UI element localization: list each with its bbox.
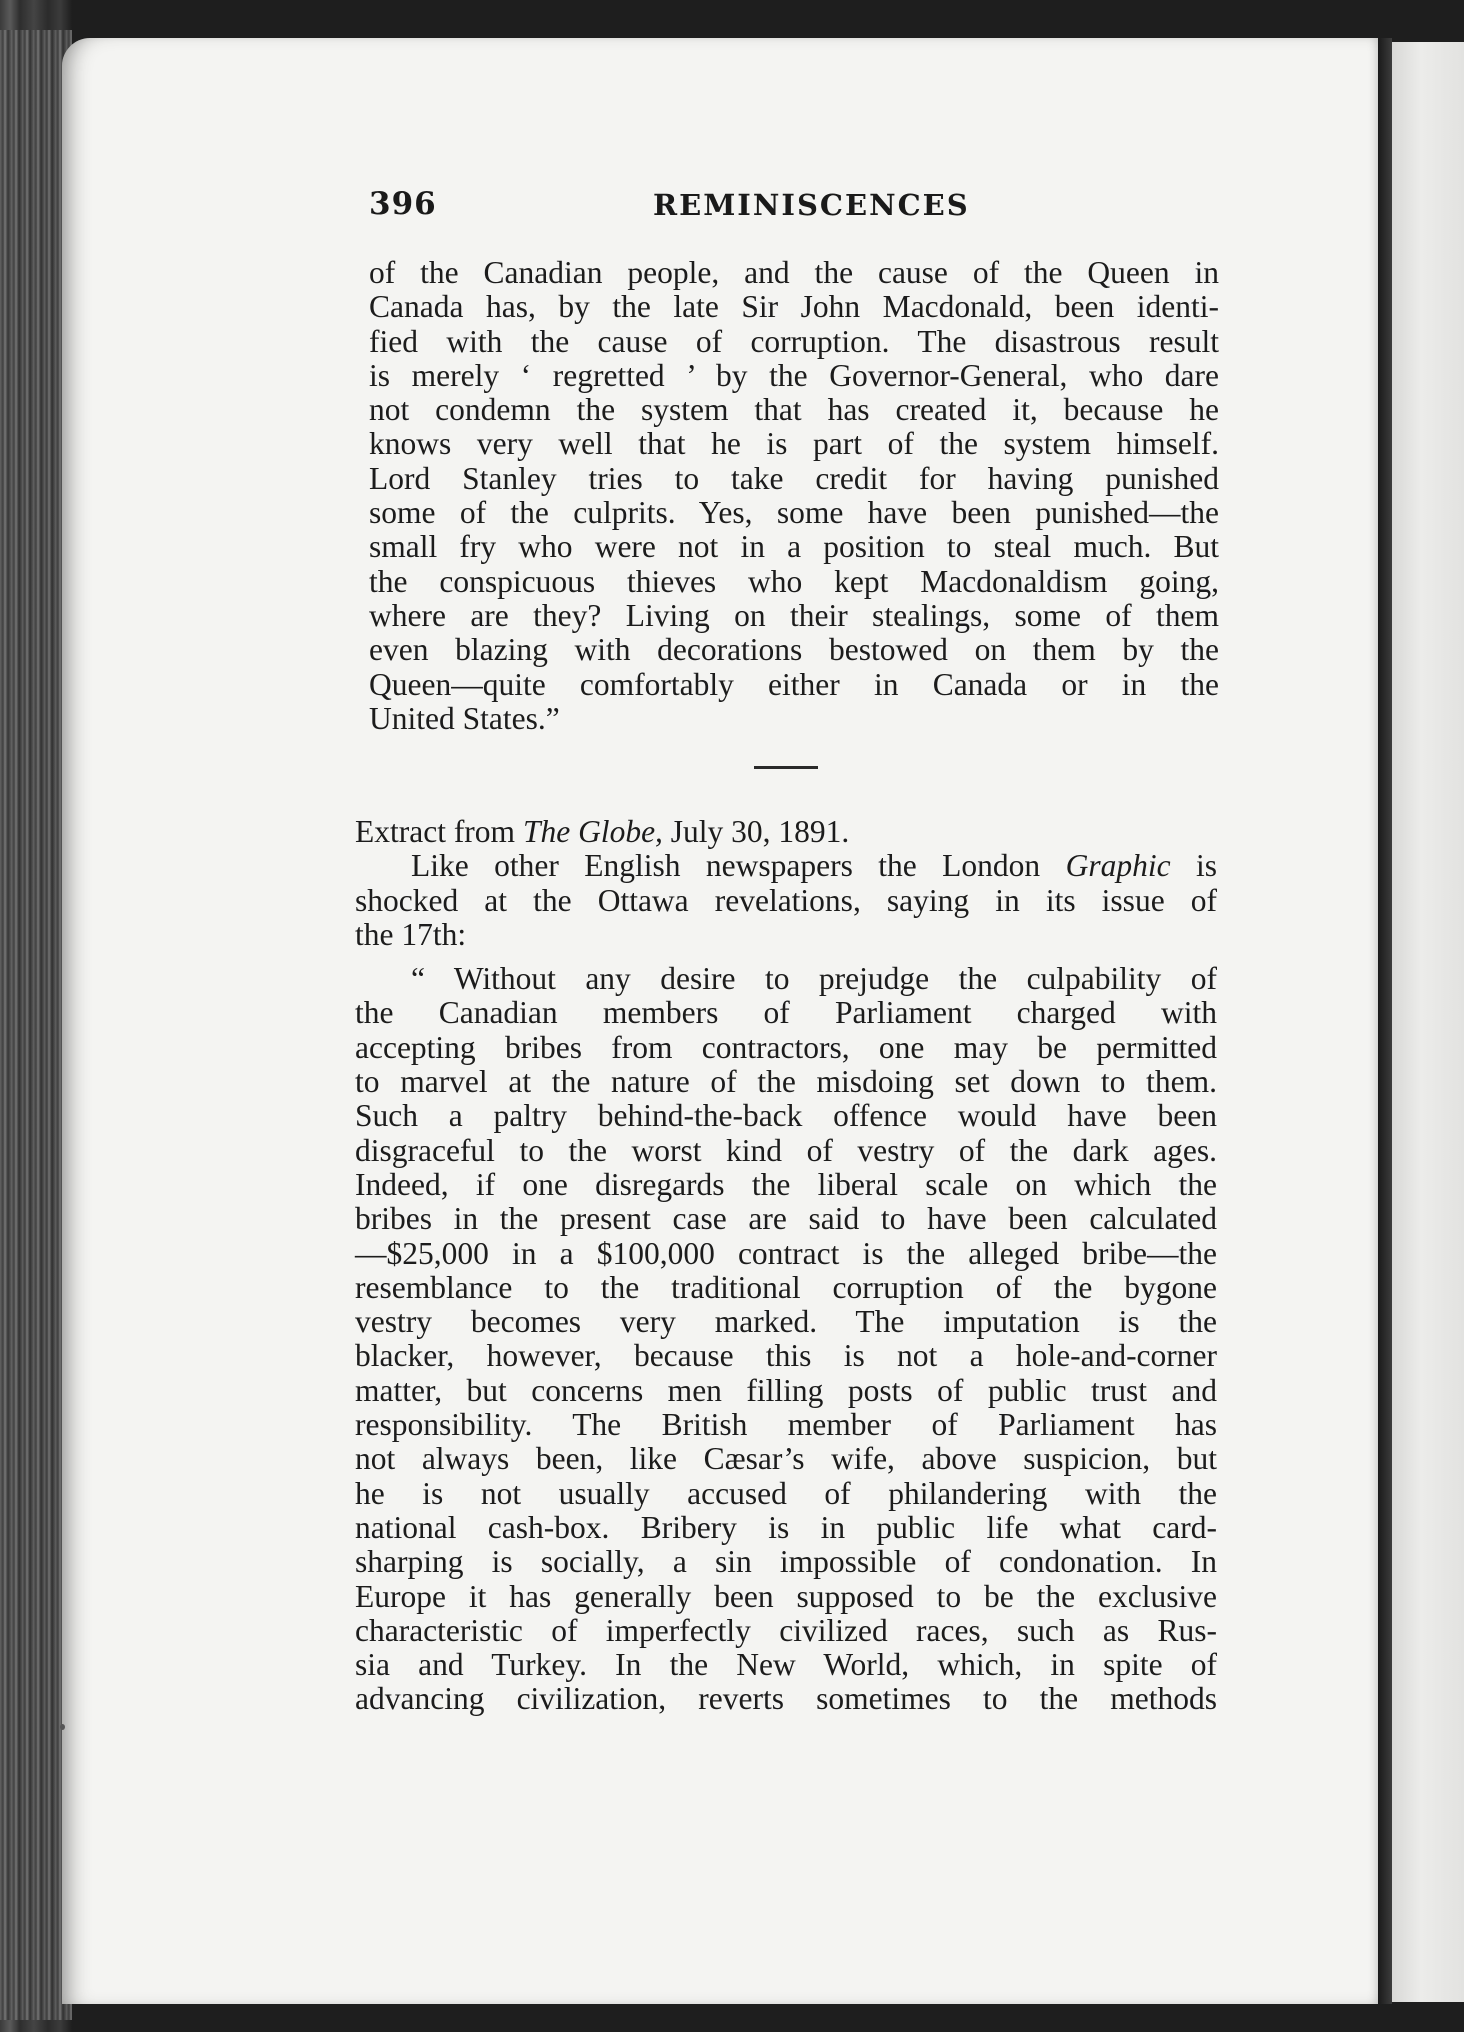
extract-source: The Globe, [522,814,663,849]
text-line: the 17th: [355,916,467,952]
section-divider [754,766,818,769]
text-line: advancing civilization, reverts sometimes to the methods [355,1681,1217,1717]
book-gutter [1378,38,1392,2004]
text-line: some of the culprits. Yes, some have been punished—the [369,495,1219,531]
extract-section [355,815,1217,1717]
text-line: of the Canadian people, and the cause of the Queen in [369,255,1219,290]
text-line: accepting bribes from contractors, one may be permitted [355,1029,1217,1065]
quoted-passage-continued [369,256,1219,736]
text-line: where are they? Living on their stealings, some of them [369,597,1219,633]
text-line: Lord Stanley tries to take credit for having punished [369,460,1219,496]
text-line: United States.” [369,700,560,736]
text-line: —$25,000 in a $100,000 contract is the alleged bribe—the [355,1235,1217,1271]
extract-date: July 30, 1891. [662,814,850,849]
text-line: small fry who were not in a position to steal much. But [369,529,1219,565]
text-line: national cash-box. Bribery is in public life what card- [355,1509,1217,1545]
text-line: to marvel at the nature of the misdoing set down to them. [355,1064,1217,1100]
text-line: not always been, like Cæsar’s wife, above suspicion, but [355,1441,1217,1477]
page-number: 396 [369,186,437,222]
text-line: Queen—quite comfortably either in Canada or in the [369,666,1219,702]
text-line: not condemn the system that has created it, because he [369,392,1219,428]
text-segment: is [1170,848,1217,884]
text-line: knows very well that he is part of the system himself. [369,426,1219,462]
text-line: Such a paltry behind-the-back offence would have been [355,1098,1217,1134]
text-line: sharping is socially, a sin impossible of condonation. In [355,1544,1217,1580]
text-line: fied with the cause of corruption. The disastrous result [369,323,1219,359]
text-line: Europe it has generally been supposed to be the exclusive [355,1578,1217,1614]
text-line: the conspicuous thieves who kept Macdonaldism going, [369,563,1219,599]
text-line: “ Without any desire to prejudge the culpability of [411,961,1217,997]
text-line: the Canadian members of Parliament charged with [355,995,1217,1031]
text-line: Indeed, if one disregards the liberal scale on which the [355,1166,1217,1202]
text-line: characteristic of imperfectly civilized races, such as Rus- [355,1612,1217,1648]
running-head: REMINISCENCES [653,188,970,222]
text-line: he is not usually accused of philandering with the [355,1475,1217,1511]
page-header [369,186,970,234]
text-line: matter, but concerns men filling posts of public trust and [355,1372,1217,1408]
text-line: bribes in the present case are said to have been calculated [355,1201,1217,1237]
text-line: vestry becomes very marked. The imputation is the [355,1304,1217,1340]
text-line: responsibility. The British member of Parliament has [355,1407,1217,1443]
dust-speck [60,1724,65,1730]
text-line: is merely ‘ regretted ’ by the Governor-General, who dare [369,357,1219,393]
text-line: resemblance to the traditional corruption of the bygone [355,1269,1217,1305]
text-line: Canada has, by the late Sir John Macdonald, been identi- [369,289,1219,325]
text-line [355,849,1217,883]
text-segment: Like other English newspapers the London [411,848,1066,884]
text-line: sia and Turkey. In the New World, which, in spite of [355,1647,1217,1683]
text-line: even blazing with decorations bestowed on them by the [369,632,1219,668]
facing-page-edge [1392,42,1464,2002]
newspaper-name: Graphic [1065,848,1171,884]
extract-heading [355,815,1217,849]
extract-prefix: Extract from [355,814,523,849]
text-line: shocked at the Ottawa revelations, saying in its issue of [355,882,1217,918]
text-line: blacker, however, because this is not a hole-and-corner [355,1338,1217,1374]
text-line: disgraceful to the worst kind of vestry of the dark ages. [355,1132,1217,1168]
